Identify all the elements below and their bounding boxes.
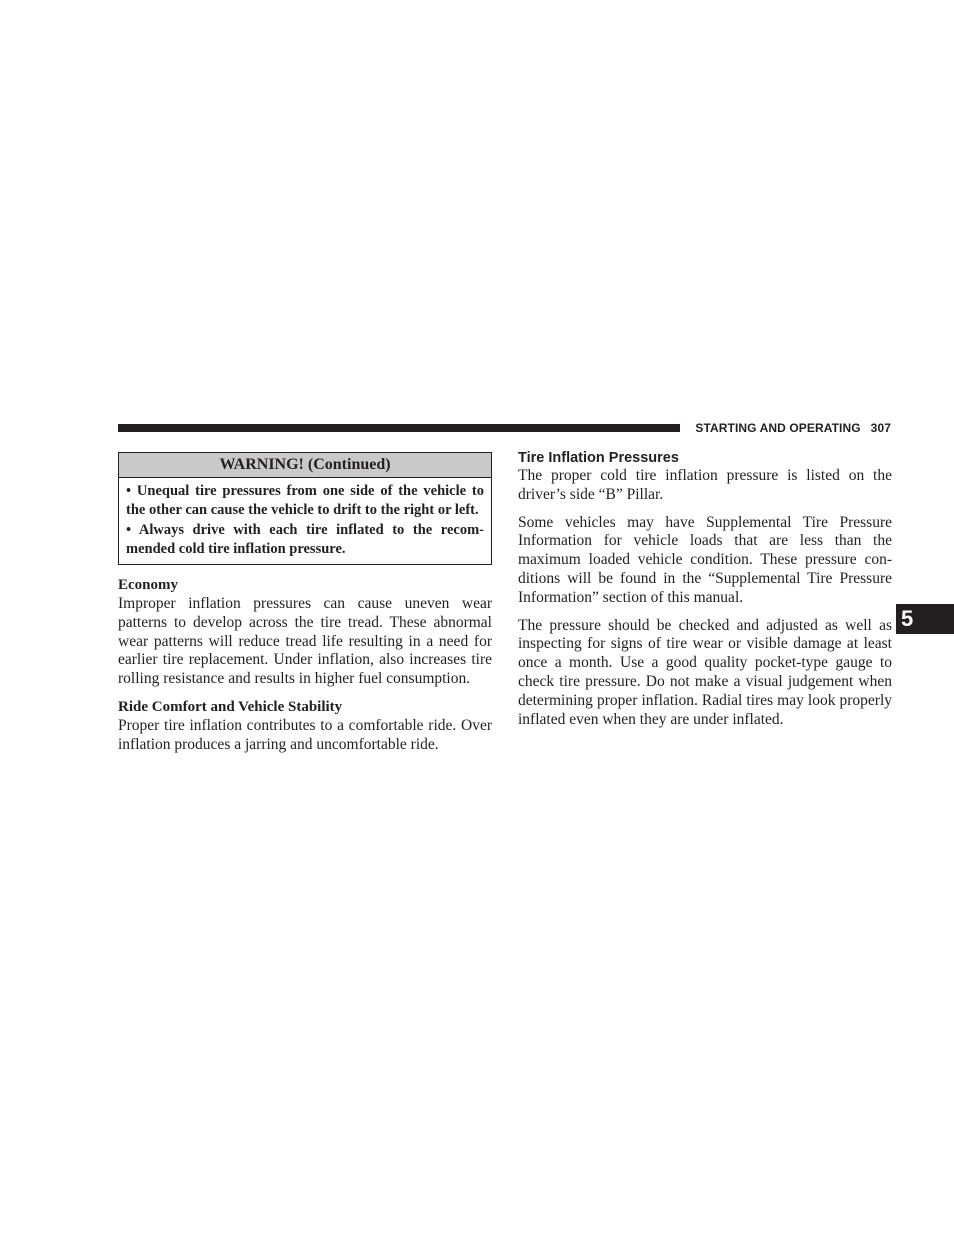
tire-inflation-paragraph: The pressure should be checked and adjusted as well as inspecting for signs of tire wear or visible damage at least once a month. Use a good quality pocket-type gauge to check tire pressure. Do not make a visual judgement when determining proper inflation. Radial tires may look properly inflated even when they are under inflated. <box>518 616 892 728</box>
warning-bullet: • Always drive with each tire inflated to the recom- mended cold tire inflation pressure. <box>126 522 484 557</box>
warning-body <box>119 478 491 564</box>
right-column <box>518 449 892 729</box>
running-header <box>680 420 891 436</box>
chapter-tab: 5 <box>896 604 954 634</box>
tire-inflation-heading: Tire Inflation Pressures <box>518 450 679 466</box>
economy-heading: Economy <box>118 577 178 593</box>
page-number: 307 <box>870 421 891 435</box>
left-column <box>118 452 492 755</box>
economy-text: Improper inflation pressures can cause uneven wear patterns to develop across the tire tread. These abnormal wear patterns will reduce tread life resulting in a need for earlier tire replacement. Under inflation, also increases tire rolling resistance and results in higher fuel consumption. <box>118 595 492 688</box>
warning-title: WARNING! (Continued) <box>119 453 491 478</box>
header-rule <box>118 424 680 432</box>
warning-bullet: • Unequal tire pressures from one side of the vehicle to the other can cause the vehicle to drift to the right or left. <box>126 483 484 518</box>
tire-inflation-paragraph: The proper cold tire inflation pressure is listed on the driver’s side “B” Pillar. <box>518 467 892 503</box>
warning-box <box>118 452 492 565</box>
section-title: STARTING AND OPERATING <box>695 421 861 435</box>
ride-comfort-heading: Ride Comfort and Vehicle Stability <box>118 698 343 715</box>
tire-inflation-paragraph: Some vehicles may have Supplemental Tire Pressure Information for vehicle loads that are less than the maximum loaded vehicle condition. These pressure con- ditions will be found in the “Supplemental Tire Pressure Information” section of this manual. <box>518 513 892 606</box>
ride-comfort-text: Proper tire inflation contributes to a comfortable ride. Over inflation produces a jarring and uncomfortable ride. <box>118 716 492 753</box>
